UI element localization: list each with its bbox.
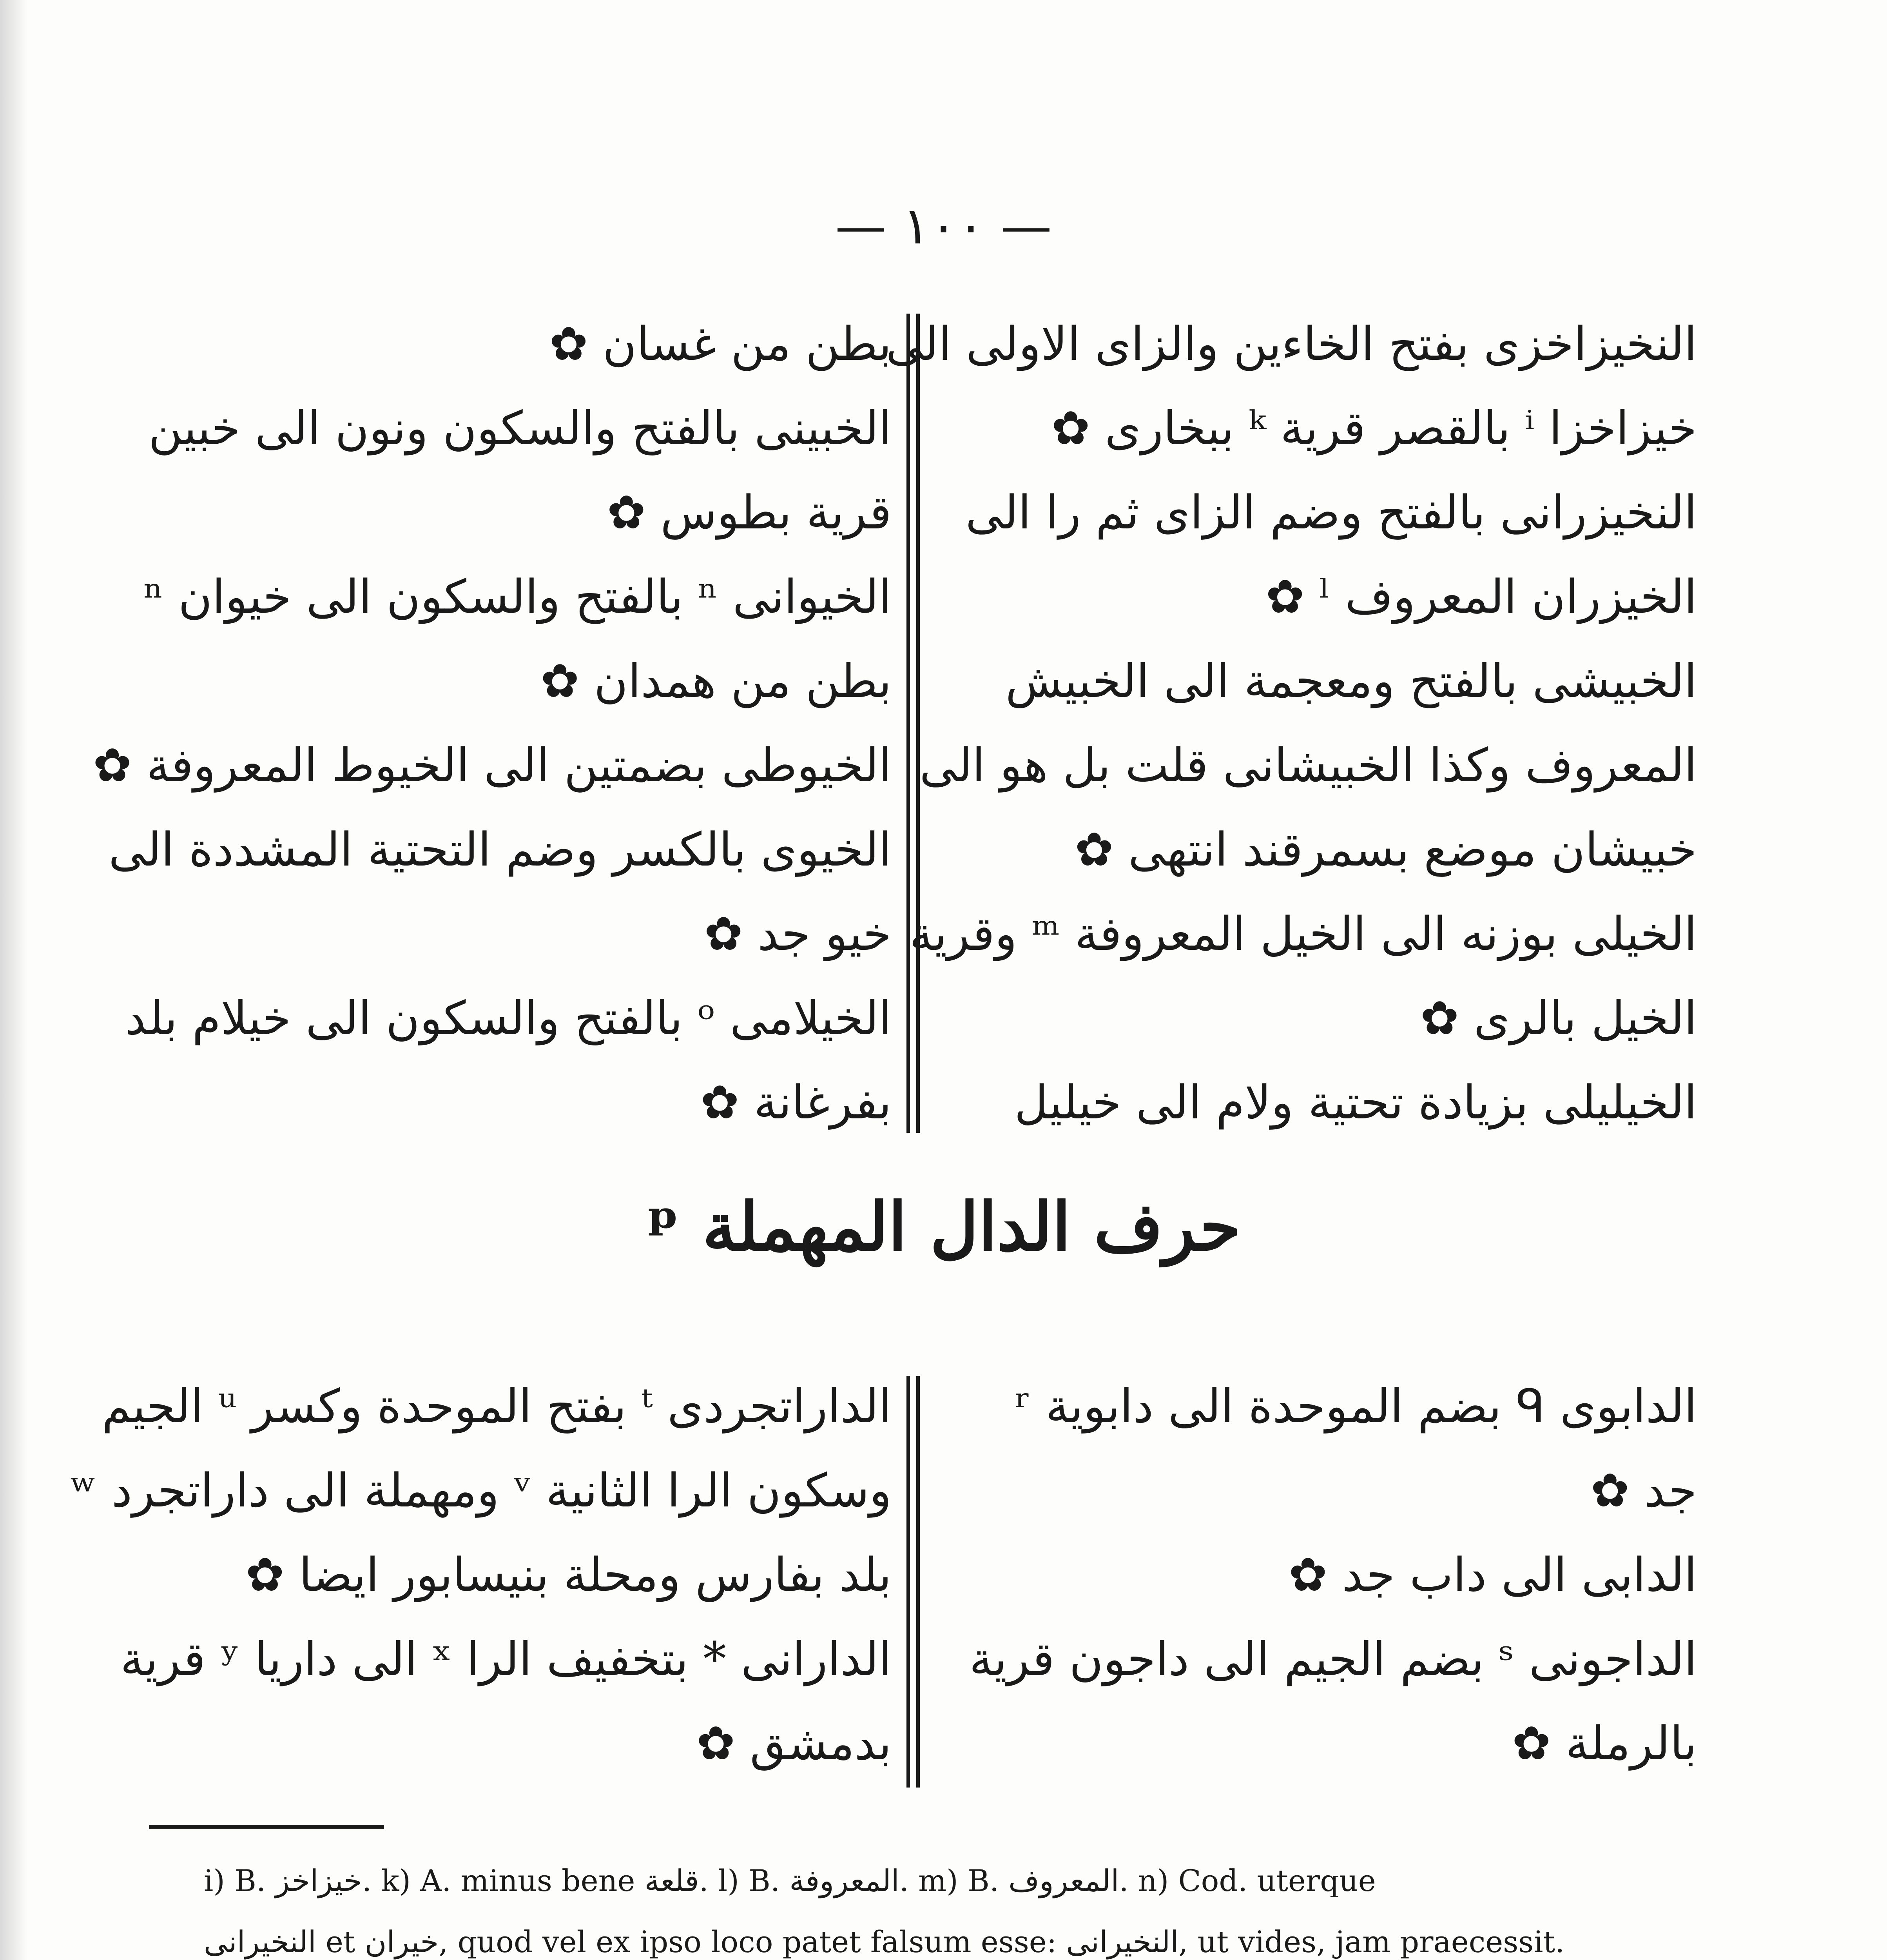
column-divider — [906, 314, 920, 1133]
footnote-text: et — [316, 1924, 365, 1959]
entry-line: الخبينى بالفتح والسكون ونون الى خبين — [148, 401, 892, 455]
footnotes — [204, 1850, 1685, 1960]
entries-block-dal — [70, 1364, 1697, 1799]
entry-line: خيو جد ✿ — [704, 907, 892, 961]
entry-line: الدارانى * بتخفيف الرا ˣ الى داريا ʸ قرية — [120, 1632, 892, 1686]
entry-line: الدابوى ᑫ بضم الموحدة الى دابوية ʳ — [1015, 1379, 1697, 1433]
entry-line: جد ✿ — [1590, 1463, 1697, 1517]
section-heading: حرف الدال المهملة ᵖ — [646, 1188, 1241, 1266]
entry-line: بفرغانة ✿ — [700, 1075, 892, 1129]
entry-line: الداجونى ˢ بضم الجيم الى داجون قرية — [969, 1632, 1697, 1686]
entry-line: بدمشق ✿ — [696, 1716, 892, 1770]
footnote-text: . n) Cod. uterque — [1119, 1863, 1376, 1898]
footnote-text: . l) B. — [699, 1863, 790, 1898]
entries-block-kha — [93, 302, 1697, 1145]
page-number: — ١٠٠ — — [835, 196, 1052, 256]
footnote-text: , quod vel ex ipso loco patet falsum esse: — [439, 1924, 1066, 1959]
entry-line: الدابى الى داب جد ✿ — [1289, 1548, 1697, 1602]
entry-line: قرية بطوس ✿ — [607, 485, 892, 539]
right-column — [935, 1364, 1697, 1799]
footnote-arabic-text: خيزاخز — [275, 1863, 363, 1898]
entry-line: الخيلامى ᵒ بالفتح والسكون الى خيلام بلد — [125, 991, 892, 1045]
footnote-line — [204, 1911, 1685, 1960]
footnote-rule — [149, 1825, 384, 1829]
entry-line: الخيوى بالكسر وضم التحتية المشددة الى — [109, 822, 892, 877]
entry-line: خيزاخزا ⁱ بالقصر قرية ᵏ ببخارى ✿ — [1051, 401, 1697, 455]
entry-line: بطن من غسان ✿ — [549, 317, 892, 371]
entry-line: الداراتجردى ᵗ بفتح الموحدة وكسر ᵘ الجيم — [102, 1379, 892, 1433]
footnote-text: i) B. — [204, 1863, 276, 1898]
right-column — [886, 302, 1697, 1145]
left-column — [93, 302, 892, 1145]
entry-line: الخيليلى بزيادة تحتية ولام الى خيليل — [1014, 1075, 1697, 1129]
entry-line: المعروف وكذا الخبيشانى قلت بل هو الى — [919, 738, 1697, 792]
footnote-arabic-text: قلعة — [644, 1863, 699, 1898]
footnote-text: . k) A. minus bene — [362, 1863, 645, 1898]
entry-line: بالرملة ✿ — [1512, 1716, 1697, 1770]
footnote-arabic-text: النخيرانى — [204, 1924, 316, 1959]
footnote-line — [204, 1850, 1685, 1911]
footnote-arabic-text: المعروفة — [789, 1863, 899, 1898]
entry-line: خبيشان موضع بسمرقند انتهى ✿ — [1075, 822, 1697, 877]
entry-line: الخبيشى بالفتح ومعجمة الى الخبيش — [1005, 654, 1697, 708]
entry-line: الخيوطى بضمتين الى الخيوط المعروفة ✿ — [93, 738, 892, 792]
entry-line: الخيزران المعروف ˡ ✿ — [1265, 570, 1697, 624]
entry-line: وسكون الرا الثانية ᵛ ومهملة الى داراتجرد ʷ — [70, 1463, 892, 1517]
column-divider — [906, 1376, 920, 1788]
entry-line: الخيل بالرى ✿ — [1420, 991, 1697, 1045]
entry-line: النخيزاخزى بفتح الخاءين والزاى الاولى الى — [886, 317, 1697, 371]
entry-line: الخيوانى ⁿ بالفتح والسكون الى خيوان ⁿ — [143, 570, 892, 624]
entry-line: بطن من همدان ✿ — [540, 654, 892, 708]
footnote-arabic-text: النخيرانى — [1066, 1924, 1179, 1959]
entry-line: النخيزرانى بالفتح وضم الزاى ثم را الى — [965, 485, 1697, 539]
footnote-arabic-text: المعروف — [1008, 1863, 1119, 1898]
footnote-text: , ut vides, jam praecessit. — [1178, 1924, 1565, 1959]
entry-line: الخيلى بوزنه الى الخيل المعروفة ᵐ وقرية — [909, 907, 1697, 961]
page-edge-shadow — [0, 0, 27, 1960]
entry-line: بلد بفارس ومحلة بنيسابور ايضا ✿ — [245, 1548, 892, 1602]
left-column — [70, 1364, 892, 1799]
footnote-text: . m) B. — [899, 1863, 1009, 1898]
footnote-arabic-text: خيران — [364, 1924, 439, 1959]
